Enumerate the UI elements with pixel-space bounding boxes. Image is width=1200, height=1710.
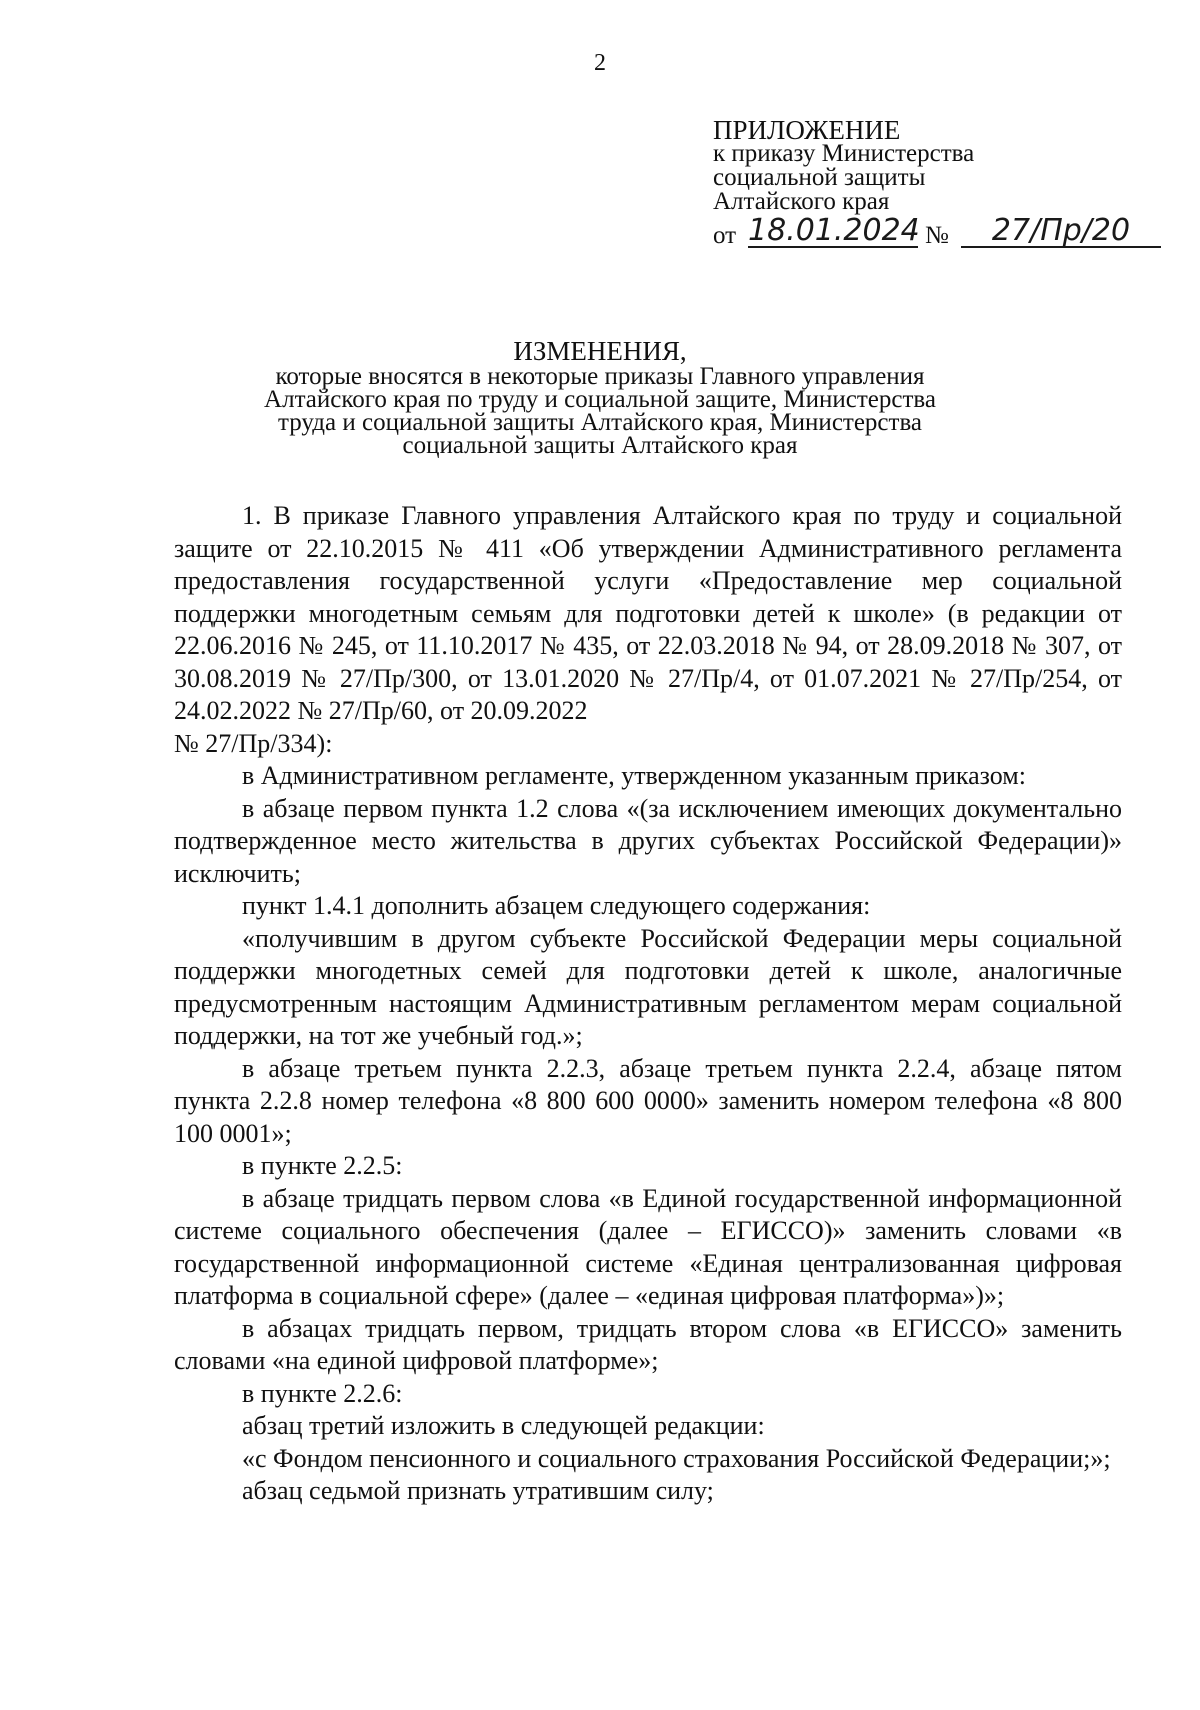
paragraph: «получившим в другом субъекте Российской Федерации меры социальной поддержки многодетных семей для подготовки детей к школе, аналогичные предусмотренным настоящим Административным регламентом мерам социальной поддержки, на тот же учебный год.»; — [174, 923, 1122, 1050]
paragraph: пункт 1.4.1 дополнить абзацем следующего содержания: — [242, 891, 871, 920]
document-heading — [200, 336, 1000, 459]
date-prefix: от — [713, 222, 737, 249]
heading-line: труда и социальной защиты Алтайского края, Министерства — [277, 409, 923, 436]
page-number: 2 — [594, 50, 606, 76]
appendix-date-line — [713, 213, 1183, 252]
document-body — [174, 500, 1122, 1508]
paragraph: в пункте 2.2.6: — [242, 1378, 403, 1408]
appendix-block — [713, 115, 1183, 252]
paragraph: в пункте 2.2.5: — [242, 1151, 403, 1180]
paragraph: 1. В приказе Главного управления Алтайского края по труду и социальной защите от 22.10.2015 № 411 «Об утверждении Административного регламента предоставления государственной услуги «Предоставление мер социальной поддержки многодетным семьям для подготовки детей к школе» (в редакции от 22.06.2016 № 245, от 11.10.2017 № 435, от 22.03.2018 № 94, от 28.09.2018 № 307, от 30.08.2019 № 27/Пр/300, от 13.01.2020 № 27/Пр/4, от 01.07.2021 № 27/Пр/254, от 24.02.2022 № 27/Пр/60, от 20.09.2022 — [174, 501, 1122, 725]
paragraph: абзац седьмой признать утратившим силу; — [242, 1476, 714, 1505]
appendix-line: социальной защиты — [713, 164, 926, 191]
paragraph: в Административном регламенте, утвержденном указанным приказом: — [242, 761, 1026, 790]
paragraph: № 27/Пр/334): — [174, 728, 333, 758]
appendix-line: к приказу Министерства — [713, 140, 975, 167]
number-sign: № — [925, 222, 949, 249]
appendix-line: Алтайского края — [713, 188, 890, 215]
paragraph: «с Фондом пенсионного и социального страхования Российской Федерации;»; — [242, 1443, 1111, 1473]
paragraph: в абзаце первом пункта 1.2 слова «(за исключением имеющих документально подтвержденное место жительства в других субъектах Российской Федерации)» исключить; — [174, 793, 1122, 888]
handwritten-number: 27/Пр/20 — [961, 216, 1161, 248]
paragraph: в абзаце третьем пункта 2.2.3, абзаце третьем пункта 2.2.4, абзаце пятом пункта 2.2.8 номер телефона «8 800 600 0000» заменить номером телефона «8 800 100 0001»; — [174, 1053, 1122, 1148]
appendix-title: ПРИЛОЖЕНИЕ — [713, 115, 901, 145]
heading-line: социальной защиты Алтайского края — [402, 432, 798, 459]
heading-line: Алтайского края по труду и социальной защите, Министерства — [264, 386, 936, 413]
paragraph: в абзацах тридцать первом, тридцать втором слова «в ЕГИССО» заменить словами «на единой цифровой платформе»; — [174, 1313, 1122, 1375]
heading-title: ИЗМЕНЕНИЯ, — [513, 336, 687, 366]
heading-line: которые вносятся в некоторые приказы Главного управления — [275, 363, 925, 390]
paragraph: абзац третий изложить в следующей редакции: — [242, 1411, 765, 1440]
handwritten-date: 18.01.2024 — [748, 213, 920, 248]
paragraph: в абзаце тридцать первом слова «в Единой государственной информационной системе социального обеспечения (далее – ЕГИССО)» заменить словами «в государственной информационной системе «Единая централизованная цифровая платформа в социальной сфере» (далее – «единая цифровая платформа»)»; — [174, 1183, 1122, 1310]
